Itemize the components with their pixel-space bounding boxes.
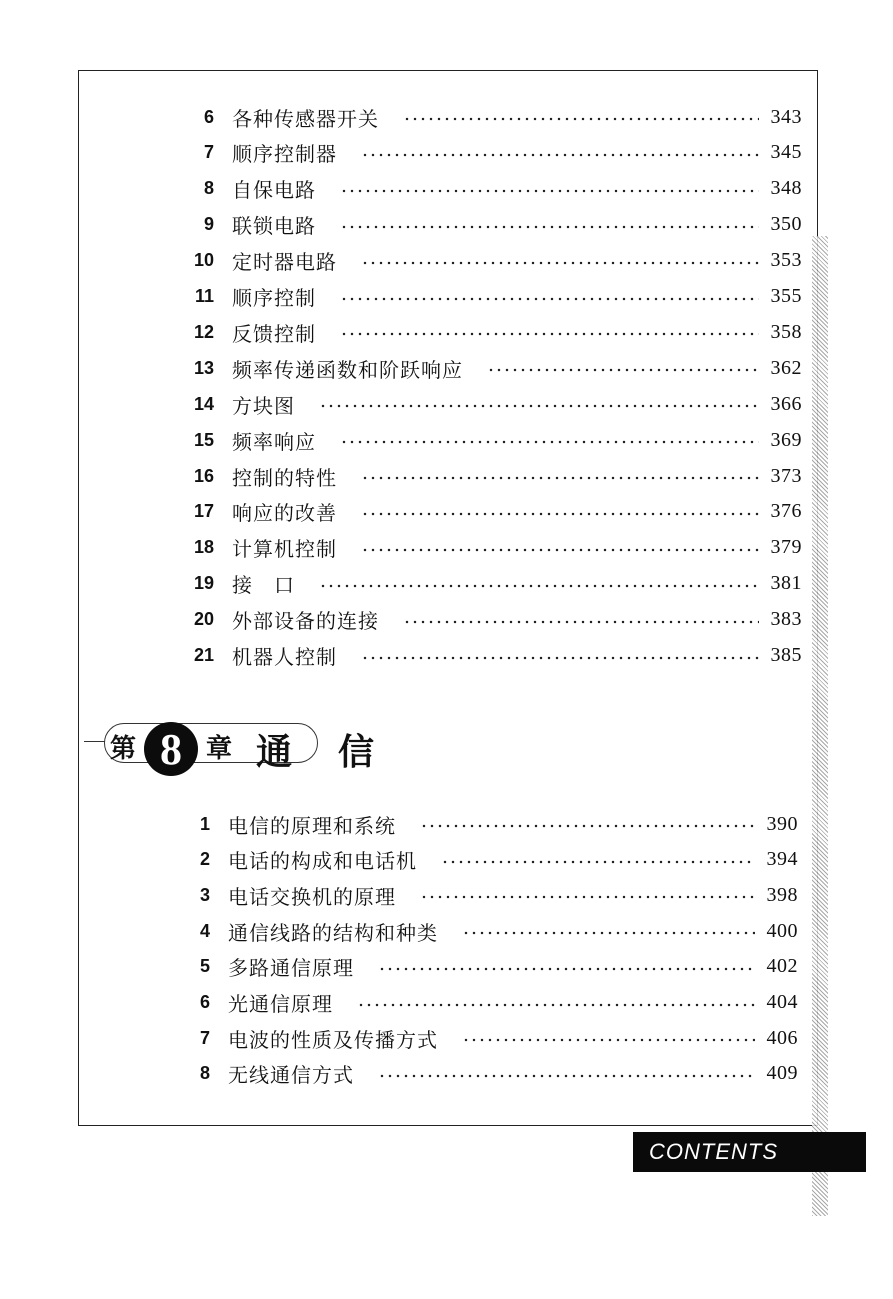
toc-entry-title: 顺序控制 [232, 286, 316, 310]
toc-entry-number: 9 [203, 214, 214, 235]
toc-entry[interactable] [176, 1023, 798, 1053]
toc-entry-title: 频率响应 [232, 429, 316, 454]
toc-entry-number: 20 [193, 609, 214, 630]
toc-leader-dots [462, 1038, 755, 1042]
toc-entry[interactable] [176, 1059, 798, 1089]
toc-entry-number: 3 [199, 884, 210, 905]
toc-leader-dots [340, 440, 759, 444]
toc-entry-title: 电波的性质及传播方式 [228, 1027, 438, 1052]
toc-entry[interactable] [176, 641, 802, 671]
toc-entry[interactable] [176, 605, 802, 635]
toc-entry-number: 15 [193, 429, 214, 450]
toc-entry[interactable] [176, 425, 802, 455]
toc-entry-title: 顺序控制器 [232, 142, 337, 167]
toc-entry-number: 17 [193, 501, 214, 522]
toc-entry-page: 345 [770, 141, 802, 164]
toc-entry-number: 19 [193, 573, 214, 594]
toc-entry-page: 379 [770, 536, 802, 559]
toc-entry[interactable] [176, 916, 798, 946]
toc-entry[interactable] [176, 102, 802, 132]
toc-leader-dots [340, 297, 759, 301]
toc-entry-number: 8 [199, 1063, 210, 1084]
toc-entry[interactable] [176, 952, 798, 982]
toc-entry-number: 13 [193, 357, 214, 378]
toc-entry[interactable] [176, 497, 802, 527]
toc-entry-page: 369 [770, 428, 802, 451]
toc-entry[interactable] [176, 880, 798, 910]
toc-entry-title: 外部设备的连接 [232, 609, 379, 634]
toc-entry-page: 406 [766, 1026, 798, 1049]
toc-entry-title: 光通信原理 [228, 992, 333, 1016]
toc-entry-number: 16 [193, 465, 214, 486]
toc-entry-page: 355 [770, 285, 802, 307]
toc-leader-dots [487, 368, 759, 372]
toc-entry-title: 反馈控制 [232, 321, 316, 346]
toc-entry-page: 358 [770, 320, 802, 343]
toc-entry-page: 400 [766, 919, 798, 942]
toc-entry-title: 自保电路 [232, 178, 316, 203]
toc-leader-dots [319, 404, 759, 408]
toc-entry[interactable] [176, 389, 802, 419]
toc-entry-title: 频率传递函数和阶跃响应 [232, 357, 463, 382]
toc-leader-dots [340, 189, 759, 193]
chapter-number-badge: 8 [144, 722, 198, 776]
toc-entry-number: 5 [199, 956, 210, 977]
toc-entry-page: 366 [770, 392, 802, 415]
toc-leader-dots [403, 620, 759, 624]
toc-entry-number: 12 [193, 321, 214, 342]
toc-leader-dots [462, 931, 755, 935]
toc-leader-dots [357, 1003, 755, 1007]
toc-entry-title: 电话的构成和电话机 [228, 849, 417, 874]
toc-leader-dots [361, 548, 759, 552]
toc-entry-page: 373 [770, 464, 802, 487]
toc-entry-title: 多路通信原理 [228, 956, 354, 981]
toc-leader-dots [403, 117, 759, 121]
toc-entry-number: 4 [199, 920, 210, 941]
toc-entry-number: 1 [199, 813, 210, 834]
toc-entry-title: 电话交换机的原理 [228, 884, 396, 909]
toc-entry[interactable] [176, 282, 802, 312]
toc-entry-page: 385 [770, 644, 802, 666]
contents-tab: CONTENTS [633, 1132, 866, 1172]
toc-leader-dots [420, 824, 755, 828]
toc-leader-dots [378, 1074, 755, 1078]
toc-entry-title: 定时器电路 [232, 250, 337, 275]
toc-leader-dots [361, 512, 759, 516]
toc-entry-number: 14 [193, 393, 214, 414]
toc-entry[interactable] [176, 845, 798, 875]
toc-leader-dots [420, 895, 755, 899]
toc-entry-title: 接 口 [232, 573, 295, 598]
chapter-suffix: 章 [206, 734, 233, 764]
toc-entry-number: 18 [193, 537, 214, 558]
toc-entry-number: 11 [194, 286, 214, 306]
toc-entry[interactable] [176, 461, 802, 491]
toc-entry-number: 7 [203, 142, 214, 163]
toc-entry-title: 响应的改善 [232, 501, 337, 526]
toc-entry[interactable] [176, 210, 802, 240]
toc-entry-title: 通信线路的结构和种类 [228, 920, 438, 945]
toc-entry-title: 电信的原理和系统 [228, 813, 396, 838]
toc-entry[interactable] [176, 569, 802, 599]
toc-entry-page: 409 [766, 1062, 798, 1085]
toc-leader-dots [441, 860, 755, 864]
toc-entry-title: 联锁电路 [232, 214, 316, 239]
toc-entry-page: 398 [766, 883, 798, 906]
toc-entry-title: 计算机控制 [232, 537, 337, 562]
toc-leader-dots [319, 584, 759, 588]
toc-entry[interactable] [176, 138, 802, 168]
toc-entry[interactable] [176, 317, 802, 347]
toc-entry-page: 402 [766, 955, 798, 978]
toc-entry-page: 348 [770, 177, 802, 200]
toc-entry-title: 方块图 [232, 393, 295, 418]
toc-entry-page: 350 [770, 213, 802, 236]
toc-leader-dots [361, 656, 759, 660]
toc-leader-dots [340, 332, 759, 336]
toc-entry-title: 控制的特性 [232, 465, 337, 490]
toc-entry-number: 10 [193, 250, 214, 271]
toc-entry-title: 无线通信方式 [228, 1063, 354, 1088]
toc-entry[interactable] [176, 174, 802, 204]
toc-entry-page: 376 [770, 500, 802, 523]
toc-entry-number: 2 [199, 849, 210, 870]
toc-entry-page: 394 [766, 848, 798, 871]
toc-entry-page: 390 [766, 812, 798, 835]
toc-entry-number: 21 [193, 645, 214, 665]
toc-entry-page: 353 [770, 249, 802, 272]
toc-leader-dots [361, 153, 759, 157]
toc-leader-dots [361, 476, 759, 480]
page-edge-texture [812, 236, 828, 1216]
toc-entry[interactable] [176, 246, 802, 276]
toc-entry-number: 6 [199, 992, 210, 1012]
toc-leader-dots [340, 225, 759, 229]
toc-leader-dots [361, 261, 759, 265]
toc-entry-number: 7 [199, 1027, 210, 1048]
toc-entry-title: 机器人控制 [232, 645, 337, 669]
toc-entry-page: 383 [770, 608, 802, 631]
toc-entry-page: 381 [770, 572, 802, 595]
toc-entry[interactable] [176, 533, 802, 563]
toc-entry-number: 6 [203, 106, 214, 127]
toc-entry[interactable] [176, 809, 798, 839]
chapter-prefix: 第 [110, 734, 137, 764]
toc-entry[interactable] [176, 353, 802, 383]
toc-entry-page: 362 [770, 356, 802, 379]
toc-entry-number: 8 [203, 178, 214, 199]
toc-entry[interactable] [176, 988, 798, 1018]
toc-leader-dots [378, 967, 755, 971]
toc-entry-page: 404 [766, 991, 798, 1013]
toc-entry-page: 343 [770, 105, 802, 128]
chapter-title: 通信 [256, 731, 421, 773]
toc-entry-title: 各种传感器开关 [232, 106, 379, 131]
